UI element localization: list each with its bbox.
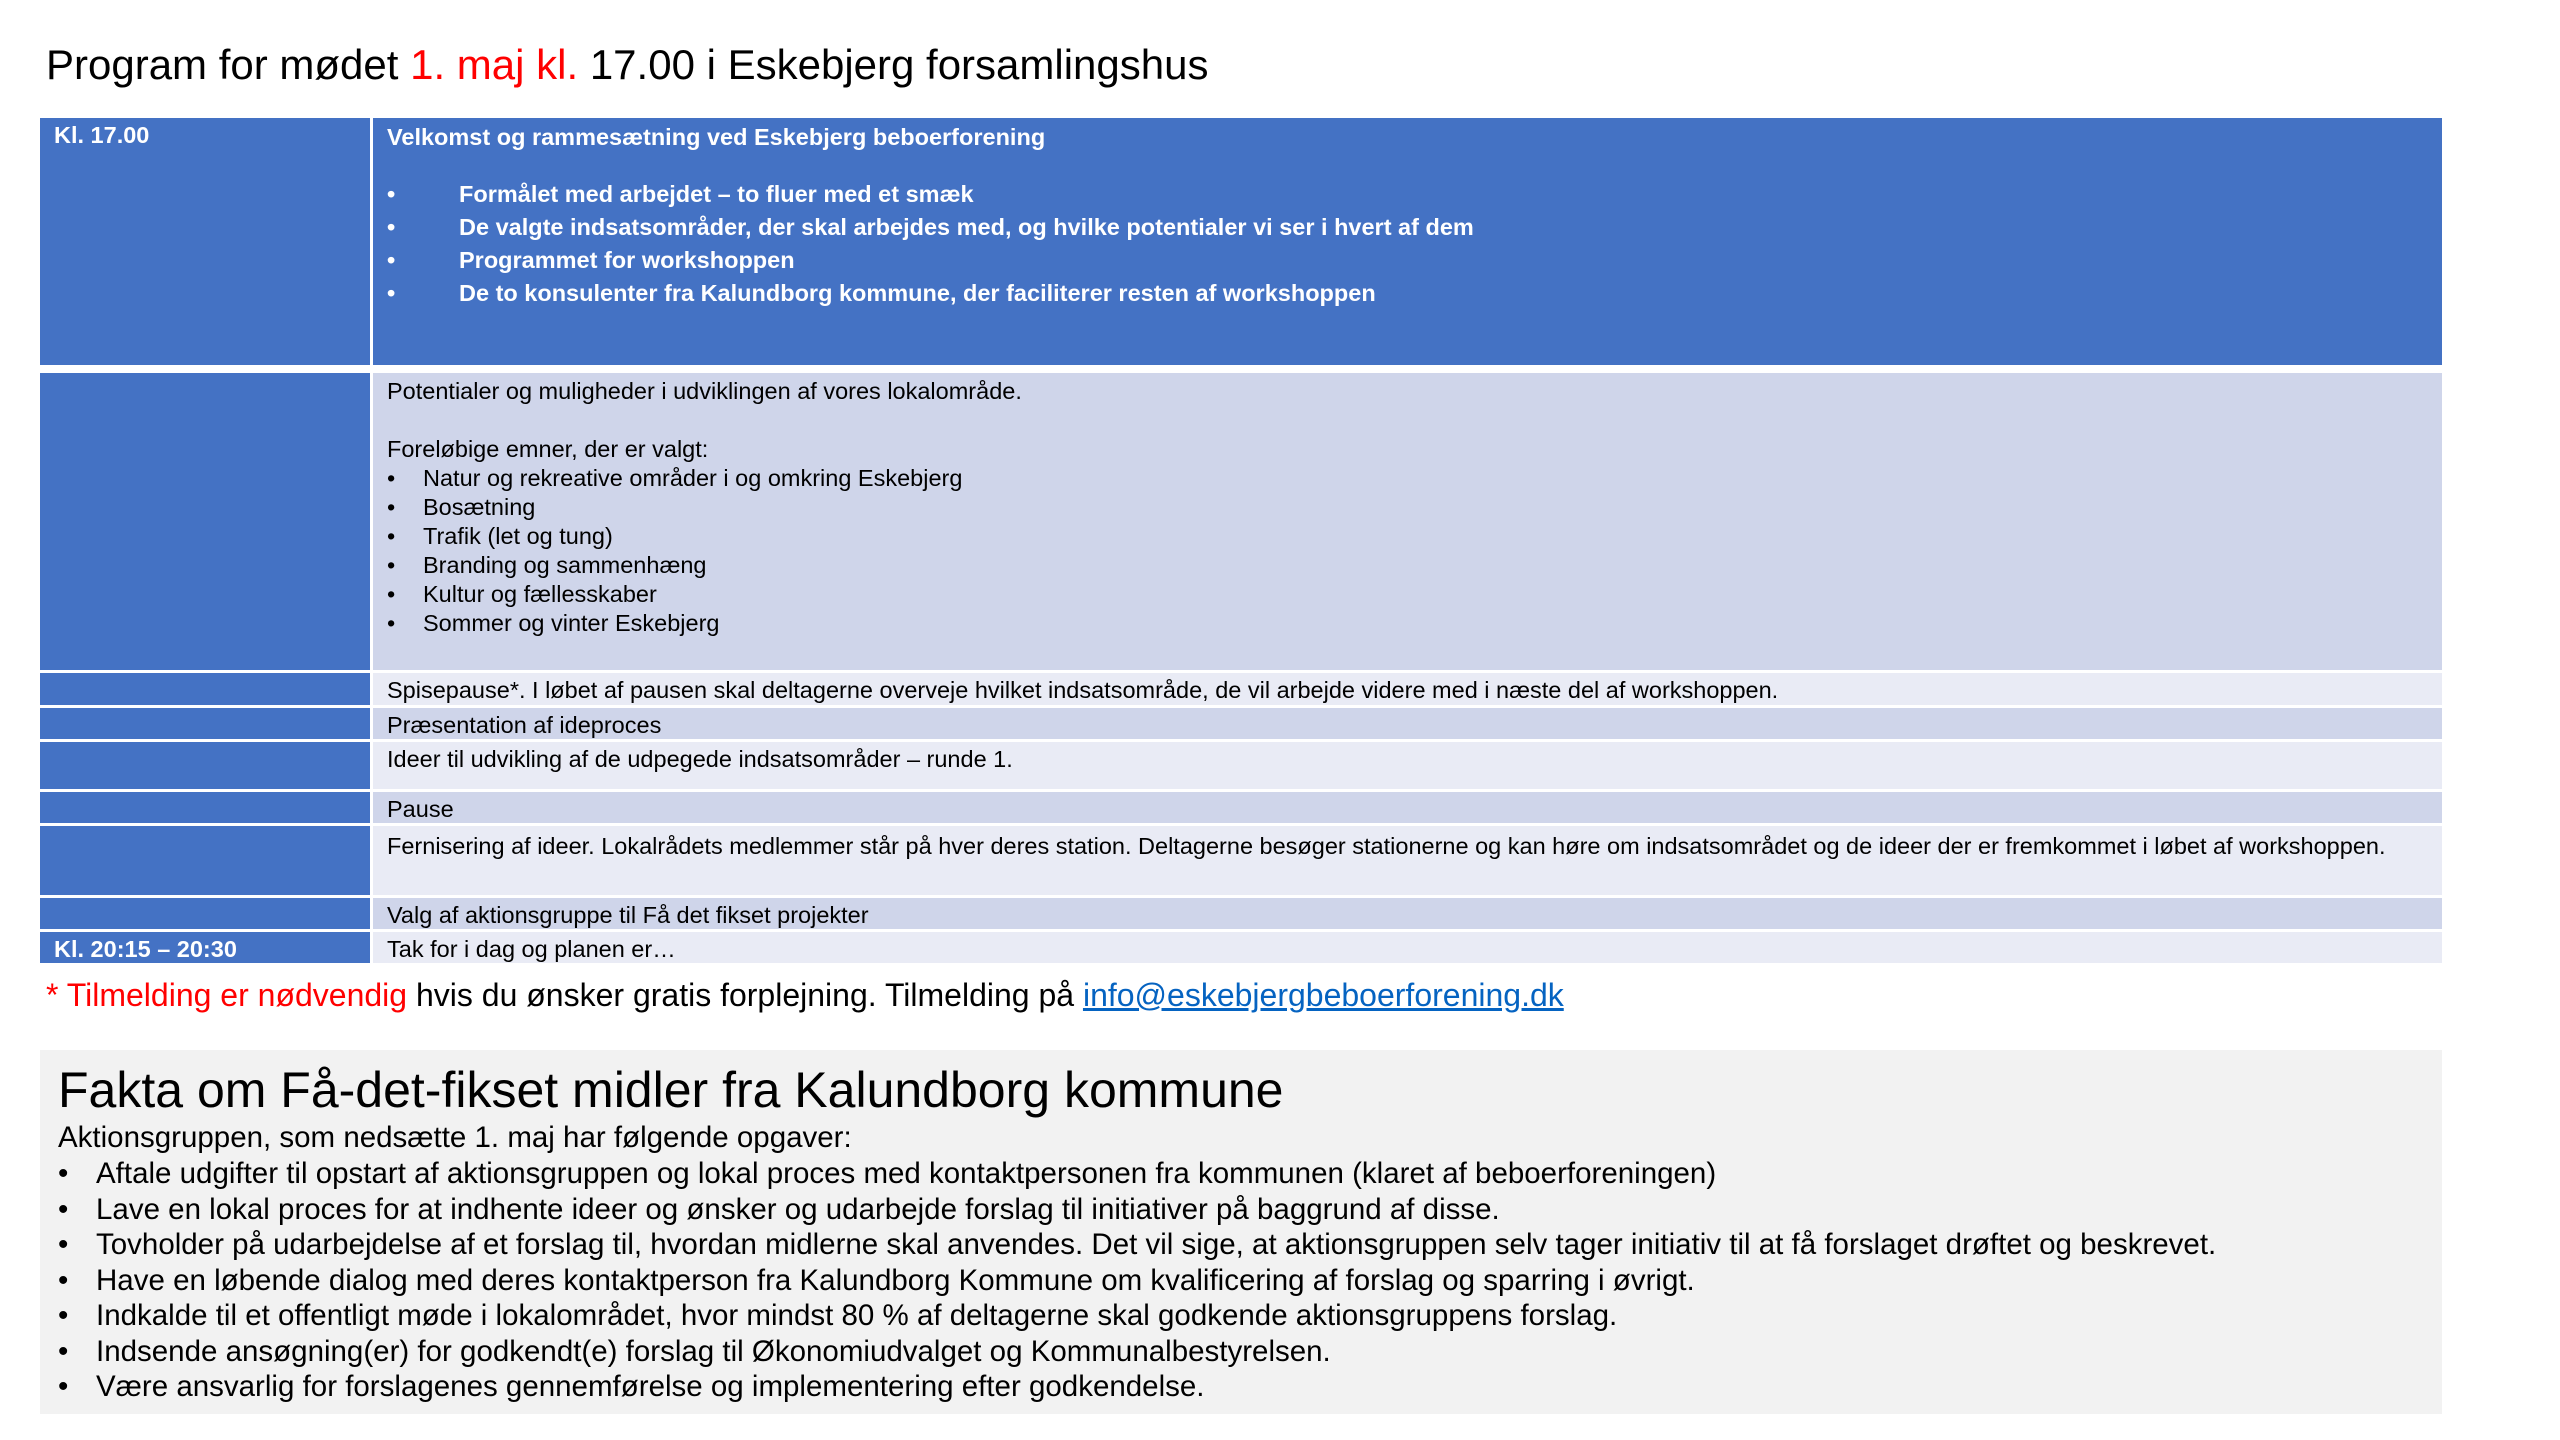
list-item: • De valgte indsatsområder, der skal arbejdes med, og hvilke potentialer vi ser i hvert af dem <box>387 211 2428 244</box>
table-row <box>40 932 2442 966</box>
title-part1: Program for mødet <box>46 41 411 88</box>
agenda-text: Foreløbige emner, der er valgt: <box>387 436 709 462</box>
table-row <box>40 373 2442 673</box>
fakta-title: Fakta om Få-det-fikset midler fra Kalundborg kommune <box>58 1062 1284 1118</box>
list-item: • Trafik (let og tung) <box>387 522 2428 551</box>
page-title <box>46 38 1208 92</box>
table-row <box>40 742 2442 792</box>
list-item: • Formålet med arbejdet – to fluer med et smæk <box>387 178 2428 211</box>
list-item: • Have en løbende dialog med deres kontaktperson fra Kalundborg Kommune om kvalificering af forslag og sparring i øvrigt. <box>58 1263 2424 1299</box>
table-row <box>40 826 2442 898</box>
email-link[interactable]: info@eskebjergbeboerforening.dk <box>1082 977 1564 1013</box>
list-item: • Tovholder på udarbejdelse af et forslag til, hvordan midlerne skal anvendes. Det vil sige, at aktionsgruppen selv tager initiativ til at få forslaget drøftet og beskrevet. <box>58 1227 2424 1263</box>
time-cell <box>40 792 373 826</box>
agenda-cell: Tak for i dag og planen er… <box>373 932 2442 966</box>
agenda-cell: Ideer til udvikling af de udpegede indsatsområder – runde 1. <box>373 742 2442 792</box>
list-item: • De to konsulenter fra Kalundborg kommune, der faciliterer resten af workshoppen <box>387 277 2428 310</box>
list-item: • Indsende ansøgning(er) for godkendt(e) forslag til Økonomiudvalget og Kommunalbestyrelsen. <box>58 1334 2424 1370</box>
time-cell <box>40 673 373 708</box>
signup-note <box>46 975 1564 1015</box>
title-date: 1. maj kl. <box>410 41 579 88</box>
list-item: • Aftale udgifter til opstart af aktionsgruppen og lokal proces med kontaktpersonen fra kommunen (klaret af beboerforeningen) <box>58 1156 2424 1192</box>
agenda-cell: Spisepause*. I løbet af pausen skal deltagerne overveje hvilket indsatsområde, de vil arbejde videre med i næste del af workshoppen. <box>373 673 2442 708</box>
list-item: • Indkalde til et offentligt møde i lokalområdet, hvor mindst 80 % af deltagerne skal godkende aktionsgruppens forslag. <box>58 1298 2424 1334</box>
agenda-cell <box>373 118 2442 368</box>
time-cell <box>40 373 373 673</box>
fakta-list <box>58 1156 2424 1405</box>
time-cell <box>40 708 373 742</box>
list-item: • Branding og sammenhæng <box>387 551 2428 580</box>
fakta-box <box>40 1050 2442 1414</box>
topics-bullet-list <box>387 464 2428 638</box>
list-item: • Kultur og fællesskaber <box>387 580 2428 609</box>
agenda-cell: Fernisering af ideer. Lokalrådets medlemmer står på hver deres station. Deltagerne besøger stationerne og kan høre om indsatsområdet og de ideer der er fremkommet i løbet af workshoppen. <box>373 826 2442 898</box>
table-row <box>40 118 2442 368</box>
table-row <box>40 673 2442 708</box>
program-table <box>40 118 2442 966</box>
agenda-title: Velkomst og rammesætning ved Eskebjerg beboerforening <box>387 124 1046 150</box>
agenda-text: Potentialer og muligheder i udviklingen af vores lokalområde. <box>387 378 1022 404</box>
fakta-intro: Aktionsgruppen, som nedsætte 1. maj har følgende opgaver: <box>58 1121 852 1154</box>
time-cell <box>40 742 373 792</box>
welcome-bullet-list <box>387 178 2428 310</box>
list-item: • Være ansvarlig for forslagenes gennemførelse og implementering efter godkendelse. <box>58 1369 2424 1405</box>
agenda-cell: Valg af aktionsgruppe til Få det fikset projekter <box>373 898 2442 932</box>
signup-text: hvis du ønsker gratis forplejning. Tilmelding på <box>407 977 1083 1013</box>
table-row <box>40 898 2442 932</box>
time-cell: Kl. 17.00 <box>40 118 373 368</box>
list-item: • Programmet for workshoppen <box>387 244 2428 277</box>
list-item: • Sommer og vinter Eskebjerg <box>387 609 2428 638</box>
title-part2: 17.00 i Eskebjerg forsamlingshus <box>578 41 1209 88</box>
time-cell: Kl. 20:15 – 20:30 <box>40 932 373 966</box>
list-item: • Bosætning <box>387 493 2428 522</box>
agenda-cell: Præsentation af ideproces <box>373 708 2442 742</box>
list-item: • Lave en lokal proces for at indhente ideer og ønsker og udarbejde forslag til initiativer på baggrund af disse. <box>58 1192 2424 1228</box>
list-item: • Natur og rekreative områder i og omkring Eskebjerg <box>387 464 2428 493</box>
time-cell <box>40 826 373 898</box>
table-row <box>40 708 2442 742</box>
signup-required: * Tilmelding er nødvendig <box>46 977 408 1013</box>
agenda-cell: Pause <box>373 792 2442 826</box>
table-row <box>40 792 2442 826</box>
agenda-cell <box>373 373 2442 673</box>
time-cell <box>40 898 373 932</box>
